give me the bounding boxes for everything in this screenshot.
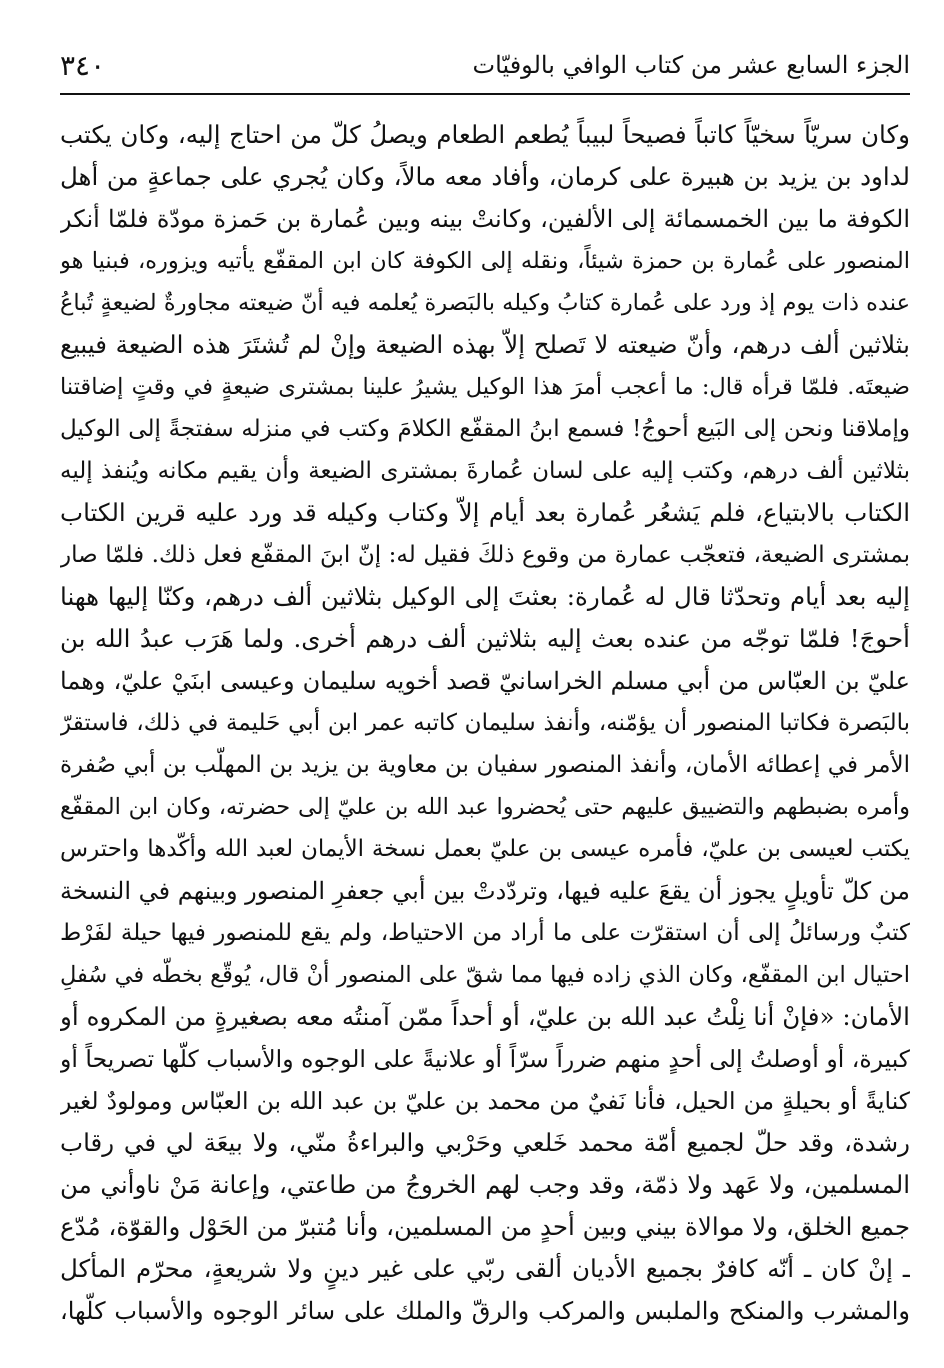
text-line: الأمان: «فإنْ أنا نِلْتُ عبد الله بن عليّ، أو أحداً ممّن آمنتُه معه بصغيرةٍ من المكروه أو <box>60 1002 910 1031</box>
text-line: والمشرب والمنكح والملبس والمركب والرقّ والملك على سائر الوجوه والأسباب كلّها، <box>60 1297 910 1325</box>
text-line: أحوجَ! فلمّا توجّه من عنده بعث إليه بثلاثين ألف درهم أخرى. ولما هَرَب عبدُ الله بن <box>60 624 910 653</box>
text-line: المنصور على عُمارة بن حمزة شيئاً، ونقله إلى الكوفة كان ابن المقفّع يأتيه ويزوره، فبنيا هو <box>60 248 910 274</box>
text-line: ـ إنْ كان ـ أنّه كافرٌ بجميع الأديان ألقى ربّي على غير دينٍ ولا شريعةٍ، محرّم المأكل <box>60 1254 910 1283</box>
text-line: الأمر في إعطائه الأمان، وأنفذ المنصور سفيان بن معاوية بن يزيد بن المهلّب بن أبي صُفرة <box>60 752 910 778</box>
running-title: الجزء السابع عشر من كتاب الوافي بالوفيّات <box>472 51 910 79</box>
text-line: رشدة، وقد حلّ لجميع أمّة محمد خَلعي وحَرْبي والبراءةُ منّي، ولا بيعَة لي في رقاب <box>60 1128 910 1157</box>
text-line: كتبٌ ورسائلُ إلى أن استقرّت على ما أراد من الاحتياط، ولم يقع للمنصور فيها حيلة لفَرْط <box>60 920 910 946</box>
text-line: وإملاقنا ونحن إلى البَيع أحوجُ! فسمع ابنُ المقفّع الكلامَ وكتب في منزله سفتجةً إلى الوكيل <box>60 416 910 442</box>
text-line: احتيال ابن المقفّع، وكان الذي زاده فيها مما شقّ على المنصور أنْ قال، يُوقّع بخطّه في سُفلِ <box>60 962 910 988</box>
text-line: كبيرة، أو أوصلتُ إلى أحدٍ منهم ضرراً سرّاً أو علانيةً على الوجوه والأسباب كلّها تصريحاً أو <box>60 1045 910 1073</box>
text-line: بثلاثين ألف درهم، وأنّ ضيعته لا تَصلح إلاّ بهذه الضيعة وإنْ لم تُشتَرَ هذه الضيعة فيبيع <box>60 330 910 359</box>
text-line: عنده ذات يوم إذ ورد على عُمارة كتابُ وكيله بالبَصرة يُعلمه فيه أنّ ضيعته مجاورةٌ لضيعةٍ تُباعُ <box>60 290 910 316</box>
text-line: بمشترى الضيعة، فتعجّب عمارة من وقوع ذلكَ فقيل له: إنّ ابنَ المقفّع فعل ذلك. فلمّا صار <box>60 542 910 568</box>
running-header <box>60 40 910 90</box>
text-line: بالبَصرة فكاتبا المنصور أن يؤمّنه، وأنفذ سليمان كاتبه عمر ابن أبي حَليمة في ذلك، فاستقرّ <box>60 710 910 736</box>
text-line: الكوفة ما بين الخمسمائة إلى الألفين، وكانتْ بينه وبين عُمارة بن حَمزة مودّة فلمّا أنكر <box>60 205 910 233</box>
text-line: الكتاب بالابتياع، فلم يَشعُر عُمارة بعد أيام إلاّ وكتاب وكيله قد ورد عليه قرين الكتاب <box>60 498 910 527</box>
page-number: ٣٤٠ <box>60 48 106 82</box>
text-line: جميع الخلق، ولا موالاة بيني وبين أحدٍ من المسلمين، وأنا مُتبرّ من الحَوْل والقوّة، مُدّع <box>60 1212 910 1241</box>
header-rule <box>60 93 910 95</box>
text-line: يكتب لعيسى بن عليّ، فأمره عيسى بن عليّ بعمل نسخة الأيمان لعبد الله وأكّدها واحترس <box>60 836 910 862</box>
book-page <box>60 40 910 1340</box>
text-line: إليه بعد أيام وتحدّثا قال له عُمارة: بعثتَ إلى الوكيل بثلاثين ألف درهم، وكنّا إليها ههنا <box>60 582 910 611</box>
text-line: من كلّ تأويلٍ يجوز أن يقعَ عليه فيها، وتردّدتْ بين أبي جعفرِ المنصور وبينهم في النسخة <box>60 877 910 905</box>
text-line: وكان سريّاً سخيّاً كاتباً فصيحاً لبيباً يُطعم الطعام ويصلُ كلّ من احتاج إليه، وكان يكتب <box>60 120 910 149</box>
text-line: كنايةً أو بحيلةٍ من الحيل، فأنا نَفيٌ من محمد بن عليّ بن عبد الله بن العبّاس ومولودٌ لغير <box>60 1087 910 1115</box>
text-line: عليّ بن العبّاس من أبي مسلم الخراسانيّ قصد أخويه سليمان وعيسى ابنَيْ عليّ، وهما <box>60 667 910 695</box>
main-text-block <box>60 114 910 1332</box>
text-line: لداود بن يزيد بن هبيرة على كرمان، وأفاد معه مالاً، وكان يُجري على جماعةٍ من أهل <box>60 162 910 191</box>
text-line: ضيعتَه. فلمّا قرأه قال: ما أعجب أمرَ هذا الوكيل يشيرُ علينا بمشترى ضيعةٍ في وقتٍ إضاقتنا <box>60 374 910 400</box>
text-line: وأمره بضبطهم والتضييق عليهم حتى يُحضروا عبد الله بن عليّ إلى حضرته، وكان ابن المقفّع <box>60 794 910 820</box>
text-line: بثلاثين ألف درهم، وكتب إليه على لسان عُمارةَ بمشترى الضيعة وأن يقيم مكانه ويُنفذ إليه <box>60 458 910 484</box>
text-line: المسلمين، ولا عَهد ولا ذمّة، وقد وجب لهم الخروجُ من طاعتي، وإعانة مَنْ ناوأني من <box>60 1170 910 1199</box>
